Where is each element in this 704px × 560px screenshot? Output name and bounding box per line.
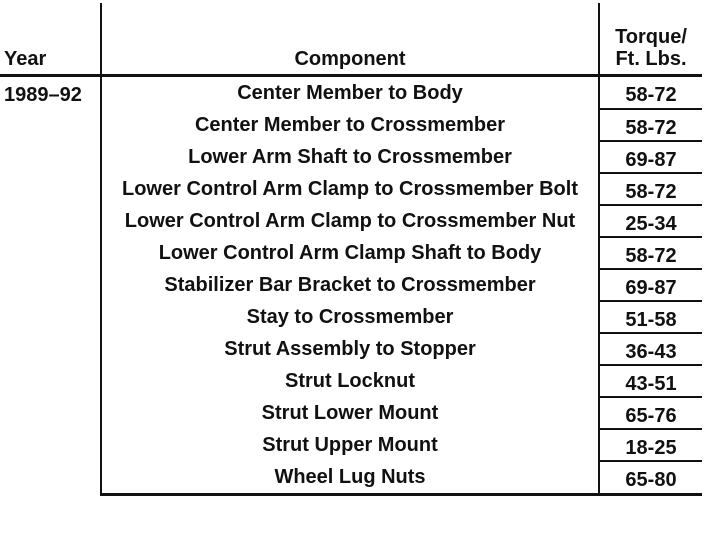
table-row <box>0 173 702 205</box>
component-cell: Stay to Crossmember <box>101 301 599 333</box>
component-cell: Lower Control Arm Clamp to Crossmember Nut <box>101 205 599 237</box>
torque-cell: 58-72 <box>599 109 702 141</box>
table-row <box>0 237 702 269</box>
table-row <box>0 205 702 237</box>
table-row <box>0 109 702 141</box>
component-cell: Strut Upper Mount <box>101 429 599 461</box>
torque-cell: 65-76 <box>599 397 702 429</box>
table-row <box>0 76 702 110</box>
component-cell: Strut Assembly to Stopper <box>101 333 599 365</box>
torque-cell: 65-80 <box>599 461 702 495</box>
header-row <box>0 3 702 76</box>
torque-cell: 69-87 <box>599 141 702 173</box>
header-torque <box>599 3 702 76</box>
header-torque-line2: Ft. Lbs. <box>615 48 687 70</box>
torque-cell: 25-34 <box>599 205 702 237</box>
torque-cell: 58-72 <box>599 237 702 269</box>
header-year: Year <box>0 3 101 76</box>
torque-cell: 69-87 <box>599 269 702 301</box>
component-cell: Lower Control Arm Clamp to Crossmember Bolt <box>101 173 599 205</box>
component-cell: Lower Control Arm Clamp Shaft to Body <box>101 237 599 269</box>
year-cell: 1989–92 <box>4 84 82 106</box>
table-row <box>0 397 702 429</box>
table-row <box>0 141 702 173</box>
table-row <box>0 461 702 495</box>
torque-cell: 51-58 <box>599 301 702 333</box>
component-cell: Strut Lower Mount <box>101 397 599 429</box>
table-row <box>0 429 702 461</box>
component-cell: Center Member to Crossmember <box>101 109 599 141</box>
table-row <box>0 301 702 333</box>
torque-cell: 58-72 <box>599 173 702 205</box>
table-row <box>0 365 702 397</box>
component-cell: Wheel Lug Nuts <box>101 461 599 495</box>
torque-cell: 36-43 <box>599 333 702 365</box>
component-cell: Strut Locknut <box>101 365 599 397</box>
torque-cell: 18-25 <box>599 429 702 461</box>
spec-table <box>0 3 702 496</box>
torque-cell: 58-72 <box>599 76 702 110</box>
component-cell: Lower Arm Shaft to Crossmember <box>101 141 599 173</box>
torque-cell: 43-51 <box>599 365 702 397</box>
component-cell: Center Member to Body <box>101 76 599 110</box>
table-row <box>0 269 702 301</box>
header-torque-line1: Torque/ <box>615 26 687 48</box>
header-component: Component <box>101 3 599 76</box>
table-row <box>0 333 702 365</box>
component-cell: Stabilizer Bar Bracket to Crossmember <box>101 269 599 301</box>
